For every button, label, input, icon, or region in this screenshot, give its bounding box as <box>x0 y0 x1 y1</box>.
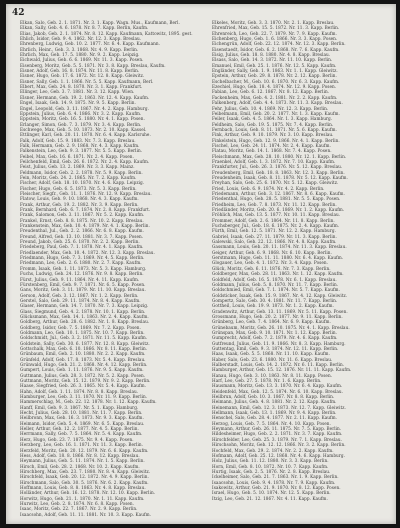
register-entry: Feist, Julius, Geb. 13. 2. 1869. Nr. 3. 3. Kapp. Mainz. <box>20 164 135 170</box>
register-entry: Heimann, Isidor, Geb. 5. 4. 1869. Nr. 6. 5. Kapp. Breslau. <box>20 420 145 426</box>
register-entry: Engel, Leopold, Geb. 3. 11. 1867. Nr. 4. 2. Kapp. Hamburg. <box>20 105 149 111</box>
register-entry: Friedenthal, Hugo, Geb. 28. 5. 1881. Nr. 5. 5. Kapp. Posen. <box>212 196 341 202</box>
register-entry: Hirschberg, Max, Geb. 23. 7. 1880. Nr. 8. 4. Kapp. Gleiwitz. <box>20 468 151 474</box>
register-entry: Hamburger, Leo, Geb. 3. 11. 1870. Nr. 11. 9. Kapp. Berlin. <box>20 394 148 400</box>
register-entry: Fabian, Leo, Geb. 6. 12. 1867. Nr. 8. 12. Kapp. Berlin. <box>212 89 330 95</box>
register-entry: Elkan, Sally, Geb. 4. 6. 1878. Nr. 8. 7. Kapp. Berlin, Kaufm. <box>20 25 149 31</box>
register-entry: Ehrenreich, Leo, Geb. 22. 7. 1879. Nr. 7. 9. Kapp. Kaufm. <box>212 30 337 36</box>
register-entry: Guttmann, Julius, Geb. 28. 3. 1872. Nr. 5. 2. Kapp. Posen. <box>20 372 146 378</box>
register-entry: Glücksmann, Max, Geb. 14. 1. 1863. Nr. 2. 4. Kapp. Kaufm. <box>20 313 149 319</box>
register-entry: Frankfurter, Jul., Geb. 26. 3. 1876. Nr. 5. 12. Kapp. Breslau. <box>212 164 343 170</box>
register-entry: Gerstel, Salo, Geb. 29. 11. 1874. Nr. 8. 4. Kapp. Kaufm. <box>20 297 141 303</box>
register-entry: Galewski, Salo, Geb. 22. 12. 1866. Nr. 4. 8. Kapp. Kaufm. <box>212 239 337 245</box>
register-entry: Gottschalk, Max, Geb. 6. 10. 1866. Nr. 8. 11. Kapp. Berlin. <box>20 345 148 351</box>
register-entry: Isaacsohn, Louis, Geb. 9. 4. 1878. Nr. 7. 9. Kapp. Kaufm. <box>212 479 336 485</box>
register-entry: Hirschmann, Salo, Geb. 30. 5. 1876. Nr. 6. 2. Kapp. Kaufm. <box>20 479 149 485</box>
register-entry: Elsass, Salo, Geb. 14. 3. 1872. Nr. 11. 10. Kapp. Berlin. <box>212 57 333 63</box>
register-entry: Glaser, Hermann, Geb. 14. 7. 1870. Nr. 7. 3. Kapp. Leipzig. <box>20 303 149 309</box>
register-entry: Heidenfeld, Max, Geb. 12. 5. 1874. Nr. 6. 10. Kapp. Breslau. <box>212 388 344 394</box>
register-entry: Haas, Isaak, Geb. 5. 5. 1868. Nr. 11. 10. Kapp. Kaufm. <box>212 351 330 357</box>
register-entry: Hochfeld, Max, Geb. 29. 2. 1874. Nr. 2. 2. Kapp. Kaufm. <box>212 447 334 453</box>
register-entry: Ehrenfried, Max, Geb. 15. 5. 1872. Nr. 11. 3. Kapp. Berlin. <box>212 25 340 31</box>
register-entry: Hirsch, Emil, Geb. 28. 2. 1868. Nr. 10. 2. Kapp. Kaufm. <box>20 463 140 469</box>
register-entry: Fleischer, Siegfr., Geb. 11. 1. 1876. Nr. 12. 9. Kapp. Breslau. <box>20 191 152 196</box>
register-entry: Haase, Siegfried, Geb. 26. 3. 1865. Nr. 5. 4. Kapp. Kaufm. <box>20 383 147 389</box>
register-entry: Goldberg, Isidor, Geb. 7. 5. 1869. Nr. 7. 2. Kapp. Posen. <box>20 324 141 330</box>
register-entry: Goldschmidt, Jul., Geb. 3. 2. 1871. Nr. 11. 5. Kapp. Kaufm. <box>20 335 148 341</box>
register-entry: Eisner, Adolf, Geb. 16. 8. 1874. Nr. 11. 8. Kapp. Berlin. <box>20 68 140 74</box>
register-entry: Fraenkel, Adolf, Geb. 1. 3. 1872. Nr. 7. 10. Kapp. Kaufm. <box>212 158 336 164</box>
register-entry: Ehrlich, Heinr., Geb. 3. 3. 1868. Nr. 4. 9. Kapp. Berlin. <box>20 46 139 52</box>
register-entry: Herzog, Louis, Geb. 7. 5. 1864. Nr. 4. 10. Kapp. Posen. <box>212 420 331 426</box>
register-entry: Guttentag, Emil, Geb. 9. 3. 1874. Nr. 12. 11. Kapp. Berlin. <box>212 345 339 351</box>
register-entry: Freund, Alfred, Geb. 13. 10. 1881. Nr. 3. 7. Kapp. Posen. <box>20 233 144 239</box>
register-entry: Frommer, Adolf, Geb. 2. 6. 1864. Nr. 11. 8. Kapp. Berlin. <box>212 217 335 223</box>
register-entry: Goldschmied, Emil, Geb. 7. 1. 1874. Nr. 5. 7. Kapp. Kaufm. <box>212 287 340 293</box>
register-entry: Flatau, Moritz, Geb. 14. 1. 1868. Nr. 7. 4. Kapp. Posen. <box>212 148 332 154</box>
register-entry: Fröhlich, Max, Geb. 13. 5. 1877. Nr. 10. 11. Kapp. Breslau. <box>212 212 341 218</box>
register-entry: Itzig, Leo, Geb. 21. 12. 1867. Nr. 4. 11. Kapp. Kaufm. <box>212 495 328 501</box>
register-entry: Goldstein, Sally, Geb. 30. 6. 1877. Nr. 12. 8. Kapp. Gleiwitz. <box>20 340 150 346</box>
register-entry: Guttmann, Moritz, Geb. 15. 12. 1879. Nr. 9. 2. Kapp. Berlin. <box>20 378 151 384</box>
register-entry: Fink, Arthur, Geb. 9. 10. 1879. Nr. 3. 10. Kapp. Breslau. <box>212 132 334 138</box>
register-entry: Isaacsohn, Adolf, Geb. 11. 11. 1881. Nr. 10. 3. Kapp. Kaufm. <box>20 511 151 517</box>
register-entry: Falk, Hermann, Geb. 2. 9. 1868. Nr. 4. 3. Kapp. Kaufm. <box>20 142 140 148</box>
register-entry: Hirschsohn, Moritz, Geb. 12. 12. 1866. Nr. 3. 2. Kapp. Berlin. <box>212 442 346 448</box>
left-column <box>20 20 199 517</box>
register-entry: Fehr, Julius, Geb. 10. 4. 1869. Nr. 12. 3. Kapp. Berlin. <box>212 105 329 111</box>
register-entry: Hirschfeld, Isaak, Geb. 20. 12. 1872. Nr. 4. 9. Kapp. Berlin. <box>20 474 149 480</box>
register-entry: Goldberger, Max, Geb. 28. 11. 1863. Nr. 1. 12. Kapp. Kaufm. <box>212 271 344 277</box>
register-entry: Gutfreund, Julius, Geb. 11. 9. 1866. Nr. 8. 3. Kapp. Hamburg. <box>212 340 346 346</box>
register-entry: Epstein, Arthur, Geb. 29. 8. 1878. Nr. 2. 12. Kapp. Berlin. <box>212 73 337 79</box>
register-entry: Ettlinger, Karl, Geb. 20. 11. 1870. Nr. 6. 4. Kapp. Karlsruhe. <box>20 132 151 138</box>
register-entry: Goldfeld, Adolf, Geb. 16. 5. 1878. Nr. 6. 1. Kapp. Breslau. <box>212 276 337 282</box>
register-entry: Eppstein, Moritz, Geb. 16. 5. 1880. Nr. 4. 1. Kapp. Posen. <box>20 116 145 122</box>
register-entry: Gassmann, Louis, Geb. 20. 11. 1874. Nr. 11. 3. Kapp. Breslau. <box>212 244 347 250</box>
page-number: 42 <box>12 8 25 18</box>
register-entry: Friedländer, Moritz, Geb. 20. 6. 1869. Nr. 1. 2. Kapp. Kaufm. <box>212 207 345 213</box>
register-entry: Glass, Siegmund, Geb. 4. 2. 1878. Nr. 10. 1. Kapp. Berlin. <box>20 308 146 314</box>
register-entry: Goldberg, Arthur, Geb. 28. 6. 1882. Nr. 1. 8. Kapp. Breslau. <box>20 319 150 325</box>
register-entry: Eschelbacher, M., Geb. 10. 6. 1870. Nr. 6. 3. Kapp. Kaufm. <box>212 78 340 84</box>
register-entry: Friedlaender, Max, Geb. 10. 4. 1872. Nr. 12. 3. Kapp. Breslau. <box>20 249 155 255</box>
register-entry: Eichenberg, Hugo, Geb. 1. 6. 1866. Nr. 3. 3. Kapp. Posen. <box>212 36 338 42</box>
register-entry: Hildesheimer, Hugo, Geb. 2. 2. 1871. Nr. 3. 7. Kapp. Kaufm. <box>212 431 343 437</box>
register-entry: Hess, Adolf, Geb. 18. 8. 1866. Nr. 8. 12. Kapp. Breslau. <box>20 452 140 458</box>
register-entry: Eichwald, Julius, Geb. 6. 6. 1869. Nr. 11. 3. Kapp. Posen. <box>20 57 144 63</box>
register-entry: Feiler, Isaak, Geb. 4. 5. 1864. Nr. 1. 3. Kapp. Hamburg. <box>212 116 333 122</box>
register-entry: Fein, Moritz, Geb. 24. 2. 1865. Nr. 7. 2. Kapp. Kaufm. <box>20 174 137 180</box>
register-entry: Frank, Salomon, Geb. 3. 11. 1867. Nr. 5. 2. Kapp. Kaufm. <box>20 212 145 218</box>
register-entry: Fischer, Adolf, Geb. 18. 10. 1870. Nr. 4. 6. Kapp. Leipzig. <box>20 180 145 186</box>
register-entry: Friedeberg, Paul, Geb. 7. 1. 1878. Nr. 4. 1. Kapp. Kaufm. <box>20 244 144 250</box>
register-entry: Fuchsberger, Jul., Geb. 18. 6. 1875. Nr. 2. 4. Kapp. Kaufm. <box>212 223 340 229</box>
register-entry: Grünspan, Max, Geb. 9. 10. 1871. Nr. 1. 12. Kapp. Berlin. <box>212 329 337 335</box>
register-entry: Fromm, Isaak, Geb. 1. 11. 1873. Nr. 5. 3. Kapp. Hamburg. <box>20 265 147 271</box>
register-entry: Eichengrün, Adolf, Geb. 22. 12. 1874. Nr. 12. 3. Kapp. Berlin. <box>212 41 346 47</box>
register-entry: Freudenthal, Jul., Geb. 2. 2. 1866. Nr. 6. 8. Kapp. Kaufm. <box>20 228 144 234</box>
register-entry: Feldmann, Isidor, Geb. 2. 2. 1878. Nr. 5. 9. Kapp. Berlin. <box>20 169 143 175</box>
register-entry: Hofmann, Adolf, Geb. 25. 12. 1868. Nr. 4. 6. Kapp. Hamburg. <box>212 452 345 458</box>
register-entry: Hoffmann, Louis, Geb. 8. 8. 1863. Nr. 4. 8. Kapp. Breslau. <box>20 484 146 490</box>
register-entry: Ehlich, Isidor, Geb. 9. 4. 1862. Nr. 12. 3. Kapp. Breslau. <box>20 36 142 42</box>
register-entry: Engel, Isaak, Geb. 14. 9. 1875. Nr. 9. 5. Kapp. Berlin. <box>20 100 136 106</box>
register-entry: Gompertz, Salo, Geb. 30. 4. 1881. Nr. 11. 7. Kapp. Berlin. <box>212 297 338 303</box>
register-entry: Falkenberg, Adolf, Geb. 4. 4. 1873. Nr. 11. 3. Kapp. Breslau. <box>212 100 343 106</box>
register-entry: Hurtig, Isaak, Geb. 2. 5. 1876. Nr. 2. 8. Kapp. Breslau. <box>212 468 331 474</box>
right-column <box>212 20 391 501</box>
register-entry: Fried, Louis, Geb. 6. 9. 1874. Nr. 4. 2. Kapp. Berlin. <box>212 185 325 191</box>
register-entry: Fackenheim, Max, Geb. 4. 2. 1881. Nr. 2. 2. Kapp. Kaufm. <box>212 94 338 100</box>
register-entry: Fleischmann, Max, Geb. 28. 10. 1880. Nr. 12. 1. Kapp. Berlin. <box>212 153 347 159</box>
register-entry: Fürth, Emil, Geb. 12. 5. 1871. Nr. 12. 2. Kapp. Hamburg. <box>212 228 336 234</box>
register-entry: Glogauer, Leo, Geb. 4. 1. 1872. Nr. 3. 4. Kapp. Posen. <box>212 260 329 266</box>
register-entry: Flatow, Louis, Geb. 9. 10. 1868. Nr. 4. 3. Kapp. Kaufm. <box>20 196 139 202</box>
register-entry: Fischel, Leo, Geb. 24. 11. 1874. Nr. 2. 4. Kapp. Kaufm. <box>212 142 331 148</box>
register-entry: Glück, Moritz, Geb. 6. 11. 1876. Nr. 7. 3. Kapp. Berlin. <box>212 265 331 271</box>
register-entry: Grünberg, Leo, Geb. 7. 4. 1864. Nr. 6. 9. Kapp. Kaufm. <box>212 319 331 325</box>
register-entry: Gabriel, Isaak, Geb. 27. 11. 1879. Nr. 11. 3. Kapp. Berlin. <box>212 233 337 239</box>
register-entry: Grünwald, Hugo, Geb. 21. 2. 1868. Nr. 4. 12. Kapp. Berlin. <box>20 362 148 367</box>
register-entry: Ehrenberg, Ludwig, Geb. 10. 2. 1877. Nr. 6. 4. Kapp. Kaufmann. <box>20 41 160 47</box>
register-entry: Frankel, Ernst, Geb. 8. 8. 1875. Nr. 10. 2. Kapp. Breslau. <box>20 217 144 223</box>
register-entry: Gerstmann, Hugo, Geb. 11. 11. 1880. Nr. 6. 4. Kapp. Kaufm. <box>212 255 344 261</box>
register-entry: Hecht, Julius, Geb. 28. 10. 1881. Nr. 11. 7. Kapp. Berlin. <box>20 410 143 416</box>
register-entry: Herzberg, Leo, Geb. 16. 1. 1871. Nr. 11. 3. Kapp. Berlin. <box>20 442 144 448</box>
register-entry: Grossmann, Hugo, Geb. 20. 2. 1877. Nr. 9. 11. Kapp. Berlin. <box>212 313 343 319</box>
register-entry: Herzfeld, Moritz, Geb. 20. 12. 1879. Nr. 6. 6. Kapp. Kaufm. <box>20 447 149 453</box>
register-entry: Elkeles, Moritz, Geb. 3. 3. 1870. Nr. 2. 1. Kapp. Breslau. <box>212 20 335 25</box>
register-entry: Gradenwitz, Arthur, Geb. 13. 11. 1869. Nr. 5. 11. Kapp. Posen. <box>212 308 348 314</box>
register-entry: Erlanger, Simon, Geb. 7. 3. 1879. Nr. 3. 4. Kapp. Berlin. <box>20 121 142 127</box>
register-entry: Eisig, Julius, Geb. 18. 8. 1880. Nr. 4. 8. Kapp. Breslau. <box>212 52 331 58</box>
register-entry: Gumprecht, Adolf, Geb. 7. 2. 1879. Nr. 4. 6. Kapp. Kaufm. <box>212 335 338 341</box>
register-entry: Freyhan, Salo, Geb. 25. 6. 1870. Nr. 5. 12. Kapp. Gleiwitz. <box>212 180 339 186</box>
register-entry: Gerson, Adolf, Geb. 3. 12. 1867. Nr. 1. 2. Kapp. Berlin. <box>20 292 139 298</box>
register-entry: Fuchs, Ludwig, Geb. 24. 12. 1876. Nr. 9. 8. Kapp. Berlin. <box>20 271 144 277</box>
register-entry: Isakowitz, Arthur, Geb. 21. 9. 1870. Nr. 8. 12. Kapp. Posen. <box>212 484 341 490</box>
register-entry: Goldmann, Leo, Geb. 10. 1. 1875. Nr. 10. 7. Kapp. Berlin. <box>20 329 145 335</box>
register-entry: Eisenstaedt, Isidor, Geb. 6. 2. 1868. Nr. 7. 6. Kapp. Kaufm. <box>212 46 340 52</box>
register-entry: Grünebaum, Moritz, Geb. 26. 10. 1875. Nr. 4. 1. Kapp. Breslau. <box>212 324 350 330</box>
register-entry: Fischer, Hugo, Geb. 6. 5. 1873. Nr. 5. 3. Kapp. Berlin. <box>20 185 137 191</box>
register-entry: Heller, Arthur, Geb. 12. 2. 1877. Nr. 4. 5. Kapp. Berlin. <box>20 426 139 432</box>
register-entry: Freudenberg, Emil, Geb. 18. 8. 1863. Nr. 12. 3. Kapp. Berlin. <box>212 169 345 175</box>
register-entry: Grünbaum, Emil, Geb. 2. 10. 1880. Nr. 2. 2. Kapp. Kaufm. <box>20 351 146 357</box>
register-entry: Engländer, Sally, Geb. 1. 9. 1863. Nr. 1. 1. Kapp. Gleiwitz. <box>212 68 338 74</box>
register-entry: Friedemann, Arthur, Geb. 3. 12. 1867. Nr. 8. 6. Kapp. Kaufm. <box>212 191 345 196</box>
register-entry: Ezechiel, Hugo, Geb. 18. 4. 1874. Nr. 12. 9. Kapp. Posen. <box>212 84 337 90</box>
register-entry: Herz, Hugo, Geb. 23. 7. 1875. Nr. 9. 4. Kapp. Posen. <box>20 436 134 442</box>
register-entry: Hirschfelder, Leo, Geb. 25. 3. 1879. Nr. 7. 1. Kapp. Breslau. <box>212 436 342 442</box>
register-entry: Geiger, Arthur, Geb. 6. 9. 1868. Nr. 6. 10. Kapp. Berlin. <box>212 249 332 255</box>
register-entry: Frank, Arthur, Geb. 19. 2. 1882. Nr. 3. 9. Kapp. Berlin. <box>20 201 139 207</box>
register-entry: Henschel, Salo, Geb. 28. 4. 1877. Nr. 2. 11. Kapp. Kaufm. <box>212 415 338 421</box>
register-entry: Freudenheim, Isaak, Geb. 8. 11. 1878. Nr. 5. 12. Kapp. Kaufm. <box>212 174 348 180</box>
register-entry: Hamburger, Arthur, Geb. 15. 12. 1876. Nr. 11. 11. Kapp. Kaufm. <box>212 367 352 373</box>
register-entry: Ellinger, Leo, Geb. 3. 7. 1881. Nr. 3. 12. Kapp. Wien. <box>20 89 135 95</box>
register-entry: Gottheil, Louis, Geb. 19. 9. 1873. Nr. 1. 2. Kapp. Kaufm. <box>212 303 334 309</box>
register-entry: Elkan, Salo, Geb. 2. 1. 1871. Nr. 3. 1. Kapp. Wagn. Mus., Kaufmann, Berl. <box>20 20 180 25</box>
register-entry: Fürstenberg, Emil, Geb. 9. 7. 1871. Nr. 6. 5. Kapp. Posen. <box>20 281 146 287</box>
register-entry: Heymann, Arthur, Geb. 26. 11. 1875. Nr. 7. 5. Kapp. Berlin. <box>212 426 342 432</box>
register-entry: Eisenberg, Moritz, Geb. 5. 5. 1871. Nr. 3. 8. Kapp. Breslau, Kaufm. <box>20 62 166 68</box>
register-entry: Freund, Jakob, Geb. 25. 6. 1870. Nr. 2. 2. Kapp. Berlin. <box>20 239 140 245</box>
register-entry: Harf, Leo, Geb. 27. 5. 1878. Nr. 1. 6. Kapp. Berlin. <box>212 378 322 384</box>
register-entry: Heilbrun, Adolf, Geb. 10. 3. 1867. Nr. 8. 8. Kapp. Berlin. <box>212 394 335 400</box>
register-entry: Frankenstein, Max, Geb. 10. 4. 1879. Nr. 4. 1. Kapp. Berlin. <box>20 223 150 229</box>
register-entry: Feibelmann, Emil, Geb. 20. 2. 1877. Nr. 1. 3. Kapp. Kaufm. <box>212 110 340 116</box>
register-entry: Feldheim, Salo, Geb. 19. 5. 1875. Nr. 7. 4. Kapp. Berlin. <box>212 121 334 127</box>
register-entry: Halberstadt, Louis, Geb. 14. 2. 1872. Nr. 6. 11. Kapp. Berlin. <box>212 362 345 367</box>
register-entry: Heimann, Julius, Geb. 4. 8. 1881. Nr. 2. 12. Kapp. Kaufm. <box>212 399 337 405</box>
register-entry: Heilbronn, Max, Geb. 16. 3. 1873. Nr. 9. 3. Kapp. Kaufm. <box>20 415 144 421</box>
register-entry: Friedmann, Leo, Geb. 2. 6. 1880. Nr. 2. 7. Kapp. Kaufm. <box>20 260 142 266</box>
register-entry: Emanuel, Emil, Geb. 25. 1. 1876. Nr. 12. 5. Kapp. Kaufm. <box>212 62 337 68</box>
register-entry: Falkenstein, Leo, Geb. 9. 3. 1877. Nr. 5. 5. Kapp. Berlin. <box>20 148 143 154</box>
register-entry: Gumpert, Louis, Geb. 1. 11. 1876. Nr. 9. 5. Kapp. Kaufm. <box>20 367 144 373</box>
register-entry: Isaac, Moritz, Geb. 22. 7. 1867. Nr. 2. 9. Kapp. Berlin. <box>20 506 138 512</box>
register-entry: Hausmann, Moritz, Geb. 13. 3. 1870. Nr. 6. 4. Kapp. Kaufm. <box>212 383 343 389</box>
register-entry: Goldmann, Julius, Geb. 5. 8. 1870. Nr. 11. 7. Kapp. Berlin. <box>212 281 339 287</box>
register-entry: Fürst, Julius, Geb. 9. 11. 1864. Nr. 4. 11. Kapp. Kaufm. <box>20 276 140 282</box>
register-entry: Haber, Salo, Geb. 23. 6. 1880. Nr. 11. 6. Kapp. Breslau. <box>212 356 333 362</box>
register-entry: Eisner, Hugo, Geb. 17. 6. 1872. Nr. 12. 8. Kapp. Gleiwitz. <box>20 73 145 79</box>
register-entry: Grünfeld, Adolf, Geb. 17. 8. 1873. Nr. 5. 4. Kapp. Breslau. <box>20 356 146 362</box>
register-entry: Frank, Bernhard, Geb. 6. 7. 1874. Nr. 2. 8. Kapp. Frankfurt. <box>20 207 151 213</box>
register-entry: Ickelheimer, Salo, Geb. 21. 7. 1863. Nr. 1. 9. Kapp. Berlin. <box>212 474 339 480</box>
register-entry: Israel, Hugo, Geb. 5. 10. 1874. Nr. 12. 5. Kapp. Berlin. <box>212 490 331 496</box>
register-entry: Eisner, Sally, Geb. 1. 1. 1866. Nr. 5. 5. Kapp. Kaufmann, Berl. <box>20 78 154 84</box>
register-entry: Eppstein, Julius, Geb. 6. 4. 1866. Nr. 3. 2. Kapp. Kaufm. <box>20 110 142 116</box>
register-entry: Hanff, Emil, Geb. 9. 3. 1867. Nr. 5. 1. Kapp. Hamburg. <box>20 404 139 410</box>
register-entry: Fernbach, Louis, Geb. 8. 11. 1871. Nr. 5. 6. Kapp. Kaufm. <box>212 126 337 132</box>
register-entry: Feibel, Max, Geb. 16. 6. 1871. Nr. 2. 4. Kapp. Posen. <box>20 153 134 159</box>
register-entry: Holz, Julius, Geb. 11. 12. 1880. Nr. 3. 3. Kapp. Berlin. <box>212 458 329 464</box>
register-entry: Herrmann, Sally, Geb. 7. 5. 1864. Nr. 5. 4. Kapp. Kaufm. <box>20 431 143 437</box>
register-entry: Hahn, Adolf, Geb. 1. 11. 1874. Nr. 8. 8. Kapp. Breslau. <box>20 388 139 394</box>
register-entry: Elbert, Max, Geb. 24. 8. 1870. Nr. 3. 1. Kapp. Frankfurt. <box>20 84 143 90</box>
register-entry: Gans, Moritz, Geb. 3. 11. 1879. Nr. 11. 10. Kapp. Breslau. <box>20 287 146 293</box>
register-entry: Hellmann, Isaak, Geb. 13. 1. 1869. Nr. 9. 4. Kapp. Berlin. <box>212 410 337 416</box>
register-entry: Feilchenfeld, Emil, Geb. 26. 6. 1872. Nr. 2. 4. Kapp. Kaufm. <box>20 158 150 164</box>
register-entry: Heinemann, Emil, Geb. 12. 3. 1873. Nr. 12. 7. Kapp. Gleiwitz. <box>212 404 346 410</box>
register-entry: Friedmann, Hugo, Geb. 7. 3. 1869. Nr. 4. 5. Kapp. Berlin. <box>20 255 145 261</box>
register-entry: Horn, Emil, Geb. 8. 10. 1872. Nr. 10. 7. Kapp. Kaufm. <box>212 463 329 469</box>
register-entry: Eschwege, Max, Geb. 5. 10. 1873. Nr. 2. 10. Kapp. Kassel. <box>20 126 147 132</box>
document-page <box>6 4 396 524</box>
register-entry: Ehrlich, Max, Geb. 17. 5. 1880. Nr. 9. 2. Kapp. Leipzig. <box>20 52 140 58</box>
register-entry: Heymann, Julius, Geb. 5. 11. 1874. Nr. 1. 5. Kapp. Berlin. <box>20 458 145 464</box>
register-entry: Hammerschlag, M., Geb. 22. 12. 1878. Nr. 1. 12. Kapp. Kaufm. <box>20 399 157 405</box>
register-entry: Elsner, Hermann, Geb. 19. 2. 1863. Nr. 12. 4. Kapp. Kaufm. <box>20 94 150 100</box>
register-entry: Falk, Adolf, Geb. 15. 9. 1883. Nr. 7. 3. Kapp. Breslau. <box>20 137 136 143</box>
register-entry: Finkelstein, Hugo, Geb. 12. 9. 1866. Nr. 4. 1. Kapp. Berlin. <box>212 137 340 143</box>
register-entry: Hurwitz, Leo, Geb. 2. 8. 1874. Nr. 6. 8. Kapp. Posen. <box>20 500 135 506</box>
register-entry: Holländer, Arthur, Geb. 16. 12. 1878. Nr. 12. 10. Kapp. Berlin. <box>20 490 156 496</box>
register-entry: Elias, Jakob, Geb. 2. 1. 1874. Nr. 8. 12. Kapp. Kaufmann, Kattowitz, 1895. gest. <box>20 30 193 36</box>
register-entry: Friedheim, Leo, Geb. 7. 8. 1873. Nr. 11. 12. Kapp. Berlin. <box>212 201 337 207</box>
register-entry: Hanau, Hugo, Geb. 3. 10. 1863. Nr. 8. 11. Kapp. Posen. <box>212 372 333 378</box>
register-entry: Horwitz, Hugo, Geb. 21. 1. 1870. Nr. 1. 11. Kapp. Kaufm. <box>20 495 145 501</box>
register-entry: Goldsticker, Isaak, Geb. 15. 9. 1867. Nr. 4. 12. Kapp. Gleiwitz. <box>212 292 348 298</box>
